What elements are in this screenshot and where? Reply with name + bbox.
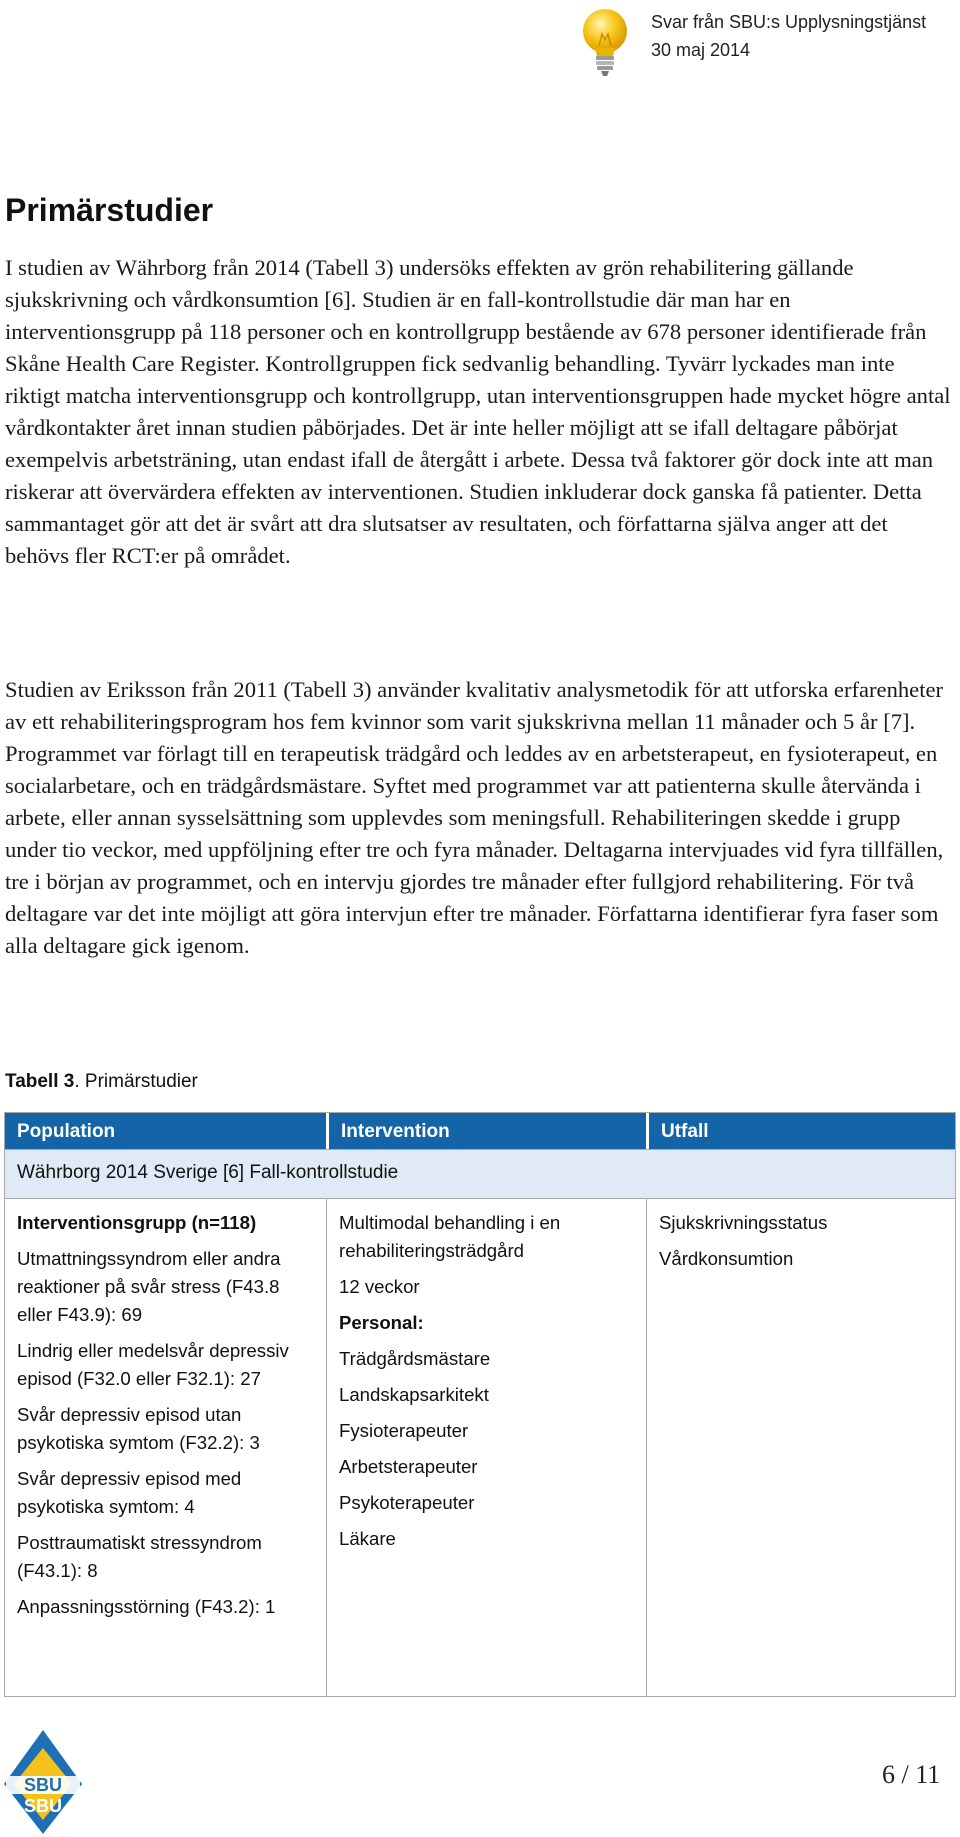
staff-item: Trädgårdsmästare xyxy=(339,1348,491,1369)
lightbulb-icon xyxy=(578,6,632,78)
outcome-item: Sjukskrivningsstatus xyxy=(659,1212,828,1233)
personal-label: Personal: xyxy=(339,1312,424,1333)
svg-text:SBU: SBU xyxy=(23,1796,63,1816)
staff-item: Arbetsterapeuter xyxy=(339,1456,478,1477)
table-caption xyxy=(5,1071,198,1093)
section-heading: Primärstudier xyxy=(5,192,214,228)
page-header xyxy=(0,0,960,90)
population-title: Interventionsgrupp (n=118) xyxy=(17,1212,257,1233)
column-header-intervention: Intervention xyxy=(326,1113,646,1149)
population-item: Lindrig eller medelsvår depressiv episod (F32.0 eller F32.1): 27 xyxy=(17,1340,289,1389)
population-cell xyxy=(5,1199,326,1696)
staff-item: Fysioterapeuter xyxy=(339,1420,469,1441)
outcome-item: Vårdkonsumtion xyxy=(659,1248,794,1269)
table-row xyxy=(5,1199,955,1696)
staff-item: Landskapsarkitekt xyxy=(339,1384,489,1405)
staff-item: Läkare xyxy=(339,1528,396,1549)
study-row xyxy=(5,1149,955,1199)
header-title: Svar från SBU:s Upplysningstjänst xyxy=(651,12,927,32)
intervention-duration: 12 veckor xyxy=(339,1276,420,1297)
header-date: 30 maj 2014 xyxy=(651,40,751,60)
outcome-cell xyxy=(646,1199,955,1696)
table-caption-text: . Primärstudier xyxy=(74,1071,198,1092)
staff-item: Psykoterapeuter xyxy=(339,1492,475,1513)
population-item: Anpassningsstörning (F43.2): 1 xyxy=(17,1596,276,1617)
population-item: Utmattningssyndrom eller andra reaktioner på svår stress (F43.8 eller F43.9): 69 xyxy=(17,1248,281,1325)
paragraph-wahrborg: I studien av Währborg från 2014 (Tabell 3) undersöks effekten av grön rehabilitering gällande sjukskrivning och vårdkonsumtion [6]. Studien är en fall-kontrollstudie där man har en interventionsgrupp på 118 personer och en kontrollgrupp bestående av 678 personer identifierade från Skåne Health Care Register. Kontrollgruppen fick sedvanlig behandling. Tyvärr lyckades man inte riktigt matcha interventionsgrupp och kontrollgrupp, utan interventionsgruppen hade mycket högre antal vårdkontakter året innan studien påbörjades. Det är inte heller möjligt att se ifall deltagare påbörjat exempelvis arbetsträning, utan endast ifall de återgått i arbete. Dessa två faktorer gör dock inte att man riskerar att övervärdera effekten av interventionen. Studien inkluderar dock ganska få patienter. Detta sammantaget gör att det är svårt att dra slutsatser av resultaten, och författarna själva anger att det behövs fler RCT:er på området. xyxy=(5,255,951,568)
study-title: Währborg 2014 Sverige [6] Fall-kontrollstudie xyxy=(17,1162,399,1183)
column-header-outcome: Utfall xyxy=(646,1113,955,1149)
table-caption-label: Tabell 3 xyxy=(5,1071,75,1092)
paragraph-eriksson: Studien av Eriksson från 2011 (Tabell 3) använder kvalitativ analysmetodik för att utforska erfarenheter av ett rehabiliteringsprogram hos fem kvinnor som varit sjukskrivna mellan 11 månader och 5 år [7]. Programmet var förlagt till en terapeutisk trädgård och leddes av en arbetsterapeut, en fysioterapeut, en socialarbetare, och en trädgårdsmästare. Syftet med programmet var att patienterna skulle återvända i arbete, eller annan sysselsättning som upplevdes som meningsfull. Rehabiliteringen skedde i grupp under tio veckor, med uppföljning efter tre och fyra månader. Deltagarna intervjuades vid fyra tillfällen, tre i början av programmet, och en intervju gjordes tre månader efter fullgjord rehabilitering. För två deltagare var det inte möjligt att göra intervjun efter tre månader. Författarna identifierar fyra faser som alla deltagare gick igenom. xyxy=(5,677,944,958)
column-header-population: Population xyxy=(17,1121,116,1142)
intervention-cell xyxy=(326,1199,646,1696)
intervention-description: Multimodal behandling i en rehabiliteringsträdgård xyxy=(339,1212,561,1261)
population-item: Svår depressiv episod med psykotiska symtom: 4 xyxy=(17,1468,242,1517)
population-item: Posttraumatiskt stressyndrom (F43.1): 8 xyxy=(17,1532,262,1581)
page-number: 6 / 11 xyxy=(882,1760,941,1789)
svg-text:SBU: SBU xyxy=(23,1775,63,1795)
population-item: Svår depressiv episod utan psykotiska symtom (F32.2): 3 xyxy=(17,1404,260,1453)
table-header-row xyxy=(5,1113,955,1149)
primary-studies-table xyxy=(4,1112,956,1697)
sbu-logo xyxy=(2,1728,84,1836)
